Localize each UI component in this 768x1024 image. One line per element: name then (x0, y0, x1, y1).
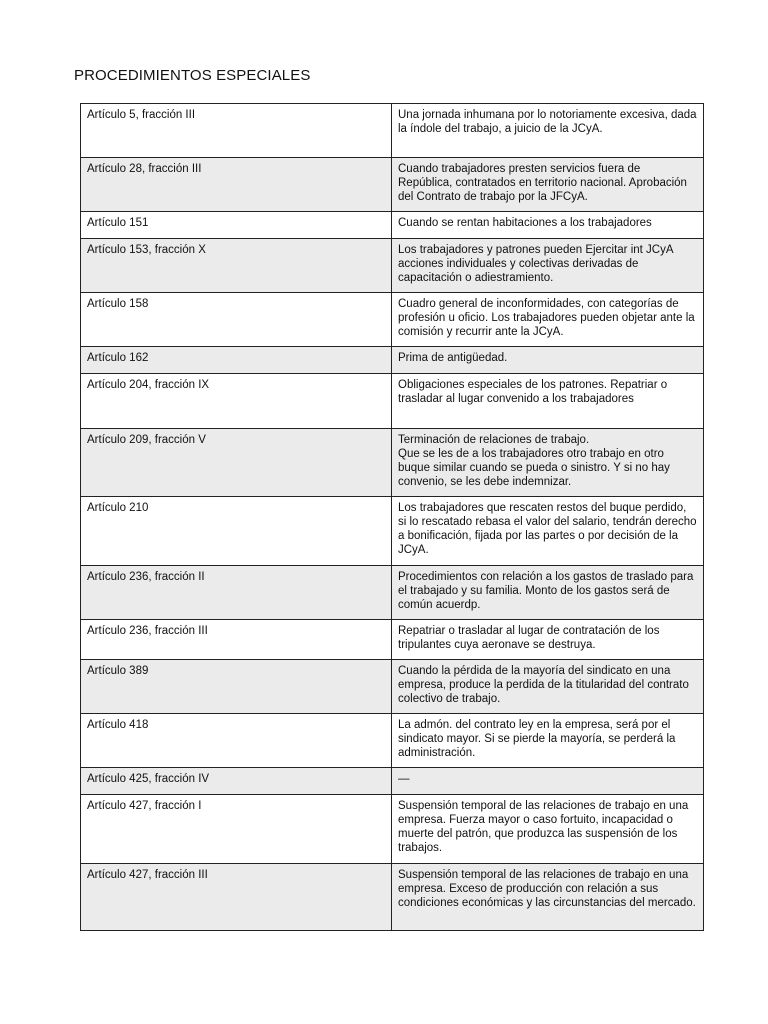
article-cell: Artículo 204, fracción IX (81, 374, 392, 429)
table-row (81, 347, 704, 374)
article-cell: Artículo 427, fracción III (81, 864, 392, 931)
description-cell: Los trabajadores que rescaten restos del buque perdido, si lo rescatado rebasa el valor del salario, tendrán derecho a bonificación, fijada por las partes o por decisión de la JCyA. (392, 497, 704, 566)
article-cell: Artículo 28, fracción III (81, 158, 392, 212)
description-cell: Terminación de relaciones de trabajo. Que se les de a los trabajadores otro trabajo en otro buque similar cuando se pueda o sinistro. Y si no hay convenio, se les debe indemnizar. (392, 429, 704, 497)
table-row (81, 620, 704, 660)
description-cell: Cuadro general de inconformidades, con categorías de profesión u oficio. Los trabajadores pueden objetar ante la comisión y recurrir ante la JCyA. (392, 293, 704, 347)
table-row (81, 768, 704, 795)
description-cell: Suspensión temporal de las relaciones de trabajo en una empresa. Exceso de producción con relación a sus condiciones económicas y las circunstancias del mercado. (392, 864, 704, 931)
table-row (81, 104, 704, 158)
table-row (81, 566, 704, 620)
article-cell: Artículo 427, fracción I (81, 795, 392, 864)
article-cell: Artículo 158 (81, 293, 392, 347)
page-title: PROCEDIMIENTOS ESPECIALES (74, 67, 311, 84)
procedures-table-body (81, 104, 704, 931)
article-cell: Artículo 209, fracción V (81, 429, 392, 497)
article-cell: Artículo 236, fracción III (81, 620, 392, 660)
article-cell: Artículo 418 (81, 714, 392, 768)
description-cell: Repatriar o trasladar al lugar de contratación de los tripulantes cuya aeronave se destruya. (392, 620, 704, 660)
table-row (81, 293, 704, 347)
description-cell: Procedimientos con relación a los gastos de traslado para el trabajado y su familia. Monto de los gastos será de común acuerdp. (392, 566, 704, 620)
description-cell: Cuando trabajadores presten servicios fuera de República, contratados en territorio nacional. Aprobación del Contrato de trabajo por la JFCyA. (392, 158, 704, 212)
table-row (81, 497, 704, 566)
table-row (81, 158, 704, 212)
description-cell: Prima de antigüedad. (392, 347, 704, 374)
description-cell: Cuando se rentan habitaciones a los trabajadores (392, 212, 704, 239)
table-row (81, 374, 704, 429)
procedures-table (80, 103, 704, 931)
description-cell: La admón. del contrato ley en la empresa, será por el sindicato mayor. Si se pierde la mayoría, se perderá la administración. (392, 714, 704, 768)
table-row (81, 714, 704, 768)
description-cell: Obligaciones especiales de los patrones. Repatriar o trasladar al lugar convenido a los trabajadores (392, 374, 704, 429)
article-cell: Artículo 5, fracción III (81, 104, 392, 158)
table-row (81, 429, 704, 497)
article-cell: Artículo 236, fracción II (81, 566, 392, 620)
table-row (81, 864, 704, 931)
table-row (81, 239, 704, 293)
description-cell: Una jornada inhumana por lo notoriamente excesiva, dada la índole del trabajo, a juicio de la JCyA. (392, 104, 704, 158)
article-cell: Artículo 425, fracción IV (81, 768, 392, 795)
description-cell: — (392, 768, 704, 795)
description-cell: Los trabajadores y patrones pueden Ejercitar int JCyA acciones individuales y colectivas derivadas de capacitación o adiestramiento. (392, 239, 704, 293)
article-cell: Artículo 210 (81, 497, 392, 566)
table-row (81, 795, 704, 864)
article-cell: Artículo 153, fracción X (81, 239, 392, 293)
description-cell: Suspensión temporal de las relaciones de trabajo en una empresa. Fuerza mayor o caso fortuito, incapacidad o muerte del patrón, que produzca las suspensión de los trabajos. (392, 795, 704, 864)
description-cell: Cuando la pérdida de la mayoría del sindicato en una empresa, produce la perdida de la titularidad del contrato colectivo de trabajo. (392, 660, 704, 714)
article-cell: Artículo 162 (81, 347, 392, 374)
article-cell: Artículo 151 (81, 212, 392, 239)
table-row (81, 212, 704, 239)
article-cell: Artículo 389 (81, 660, 392, 714)
table-row (81, 660, 704, 714)
